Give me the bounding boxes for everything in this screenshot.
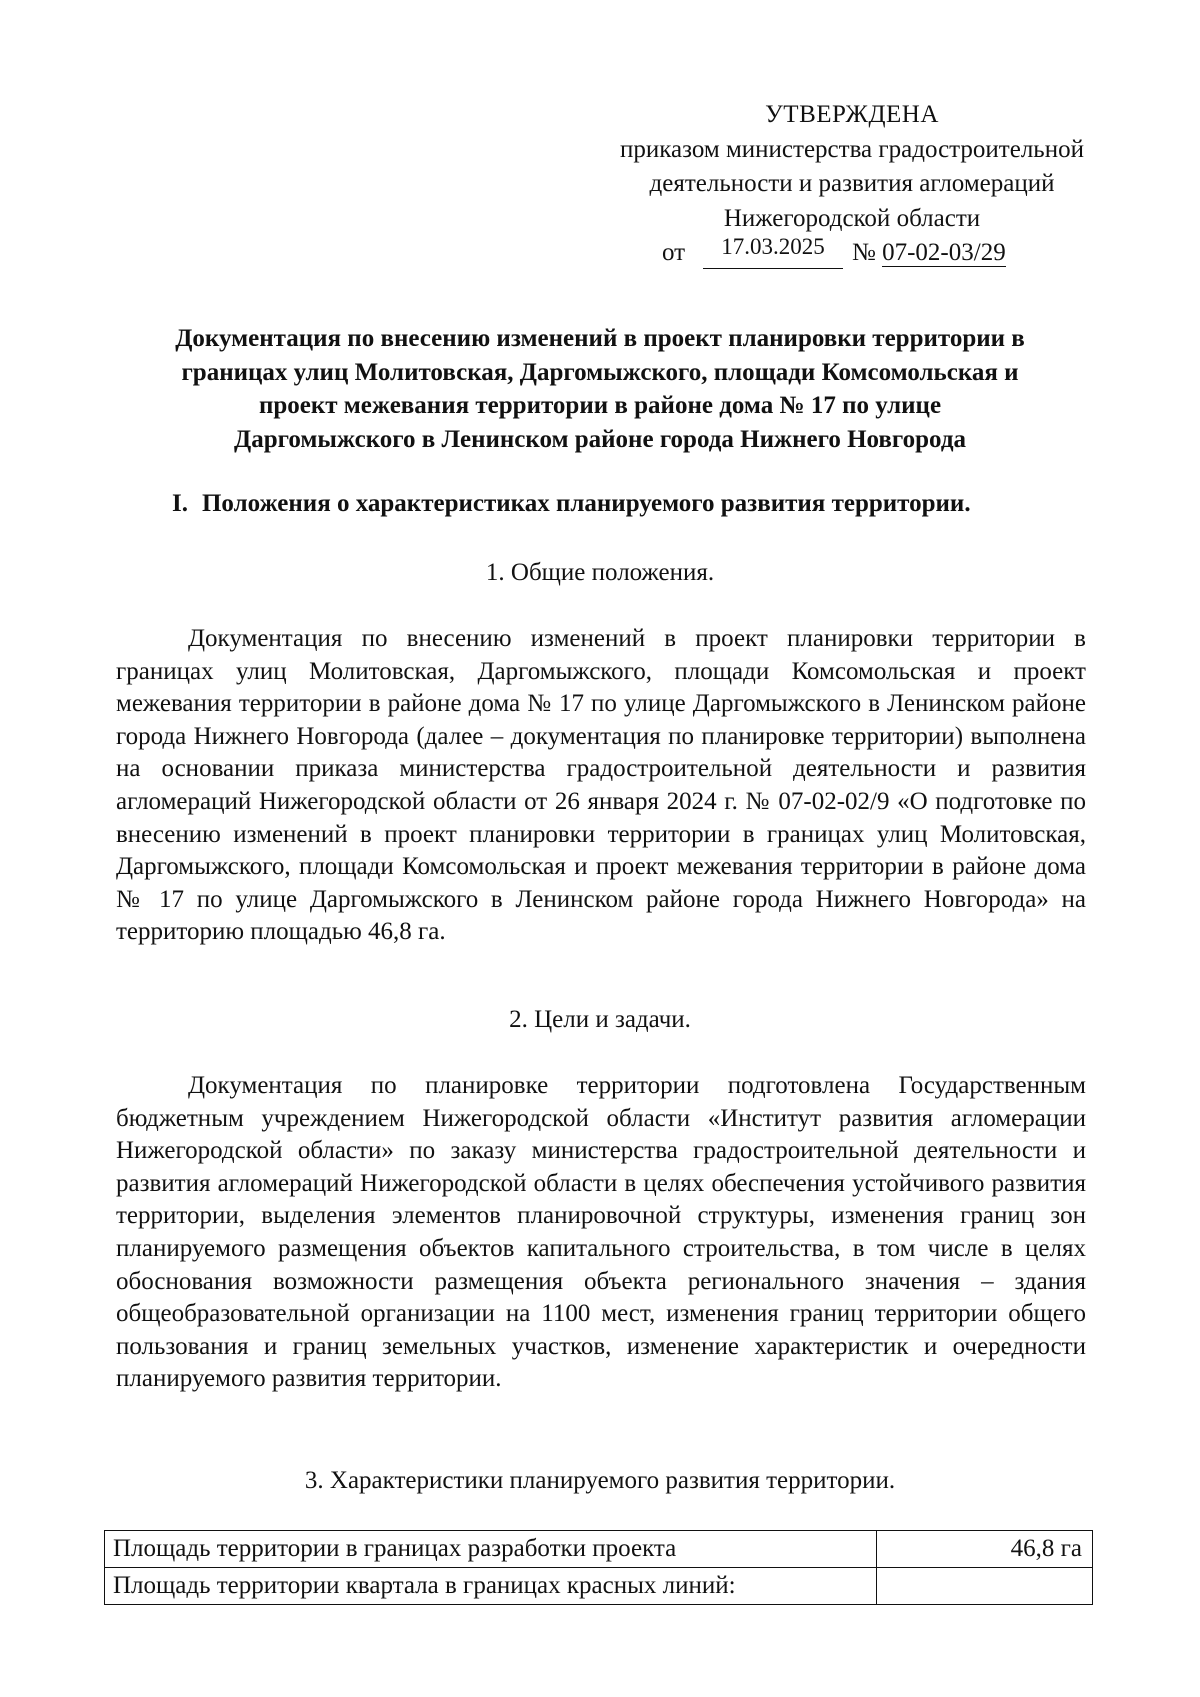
section-number: I.	[172, 490, 188, 517]
order-number-field	[852, 236, 1006, 271]
subsection-heading-characteristics: 3. Характеристики планируемого развития территории.	[304, 1467, 896, 1494]
table-cell-value	[877, 1568, 1093, 1605]
table-row	[105, 1568, 1093, 1605]
order-date-number	[572, 236, 1132, 271]
table-cell-value: 46,8 га	[877, 1531, 1093, 1568]
table-cell-label: Площадь территории квартала в границах красных линий:	[105, 1568, 877, 1605]
document-title	[116, 322, 1084, 456]
order-date-field	[703, 236, 843, 269]
approval-line: приказом министерства градостроительной	[620, 135, 1084, 163]
title-line: границах улиц Молитовская, Даргомыжского, площади Комсомольская и	[181, 358, 1019, 386]
approval-heading: УТВЕРЖДЕНА	[765, 101, 939, 128]
subsection-heading-goals: 2. Цели и задачи.	[509, 1006, 691, 1033]
number-sign: №	[852, 239, 876, 266]
approval-line: деятельности и развития агломераций	[649, 170, 1055, 197]
section-heading	[172, 487, 971, 521]
subsection-heading-general: 1. Общие положения.	[485, 559, 715, 586]
characteristics-table	[104, 1530, 1093, 1605]
section-title: Положения о характеристиках планируемого развития территории.	[201, 490, 971, 517]
table-cell-label: Площадь территории в границах разработки проекта	[105, 1531, 877, 1568]
date-prefix: от	[662, 239, 686, 266]
title-line: Документация по внесению изменений в проект планировки территории в	[175, 325, 1025, 352]
paragraph-goals: Документация по планировке территории подготовлена Государственным бюджетным учреждением Нижегородской области «Институт развития агломерации Нижегородской области» по заказу министерства градостроительной деятельности и развития агломераций Нижегородской области в целях обеспечения устойчивого развития территории, выделения элементов планировочной структуры, изменения границ зон планируемого размещения объектов капитального строительства, в том числе в целях обоснования возможности размещения объекта регионального значения – здания общеобразовательной организации на 1100 мест, изменения границ территории общего пользования и границ земельных участков, изменение характеристик и очередности планируемого развития территории.	[116, 1072, 1086, 1393]
order-date: 17.03.2025	[721, 234, 825, 259]
approval-block	[572, 98, 1132, 271]
title-line: проект межевания территории в районе дома № 17 по улице	[258, 392, 942, 419]
title-line: Даргомыжского в Ленинском районе города Нижнего Новгорода	[234, 425, 966, 453]
table-row	[105, 1531, 1093, 1568]
paragraph-general: Документация по внесению изменений в проект планировки территории в границах улиц Молитовская, Даргомыжского, площади Комсомольская и проект межевания территории в районе дома № 17 по улице Даргомыжского в Ленинском районе города Нижнего Новгорода (далее – документация по планировке территории) выполнена на основании приказа министерства градостроительной деятельности и развития агломераций Нижегородской области от 26 января 2024 г. № 07-02-02/9 «О подготовке по внесению изменений в проект планировки территории в границах улиц Молитовская, Даргомыжского, площади Комсомольская и проект межевания территории в районе дома № 17 по улице Даргомыжского в Ленинском районе города Нижнего Новгорода» на территорию площадью 46,8 га.	[116, 625, 1086, 946]
approval-line: Нижегородской области	[723, 204, 981, 232]
order-number: 07-02-03/29	[882, 239, 1006, 266]
